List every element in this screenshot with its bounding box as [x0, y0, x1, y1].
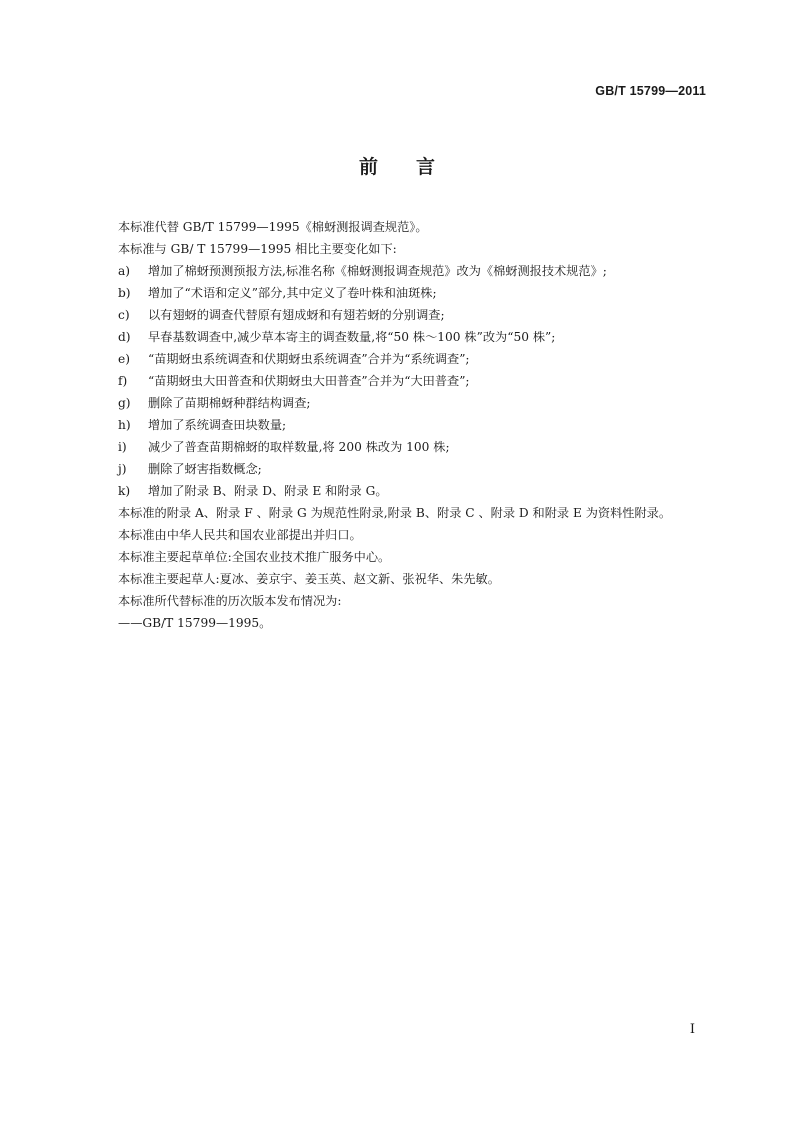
change-text: “苗期蚜虫大田普查和伏期蚜虫大田普查”合并为“大田普查”;: [148, 374, 470, 388]
change-text: 增加了“术语和定义”部分,其中定义了卷叶株和油斑株;: [148, 286, 437, 300]
title-char-2: 言: [416, 156, 436, 178]
change-text: 增加了附录 B、附录 D、附录 E 和附录 G。: [148, 484, 388, 498]
history-note: 本标准所代替标准的历次版本发布情况为:: [118, 594, 342, 608]
change-text: 早春基数调查中,减少草本寄主的调查数量,将“50 株～100 株”改为“50 株”;: [148, 330, 556, 344]
change-item: [118, 304, 718, 326]
change-item: [118, 260, 718, 282]
change-text: 减少了普查苗期棉蚜的取样数量,将 200 株改为 100 株;: [148, 440, 450, 454]
appendix-note: 本标准的附录 A、附录 F 、附录 G 为规范性附录,附录 B、附录 C 、附录 D 和附录 E 为资料性附录。: [118, 506, 672, 520]
change-text: 以有翅蚜的调查代替原有翅成蚜和有翅若蚜的分别调查;: [148, 308, 445, 322]
change-marker: g): [118, 396, 131, 410]
change-marker: e): [118, 352, 130, 366]
drafting-unit-note: 本标准主要起草单位:全国农业技术推广服务中心。: [118, 550, 391, 564]
change-item: [118, 326, 718, 348]
change-item: [118, 282, 718, 304]
change-text: “苗期蚜虫系统调查和伏期蚜虫系统调查”合并为“系统调查”;: [148, 352, 470, 366]
change-item: [118, 458, 718, 480]
change-text: 增加了棉蚜预测预报方法,标准名称《棉蚜测报调查规范》改为《棉蚜测报技术规范》;: [148, 264, 607, 278]
change-text: 增加了系统调查田块数量;: [148, 418, 287, 432]
change-item: [118, 480, 718, 502]
change-marker: f): [118, 374, 128, 388]
drafters-note: 本标准主要起草人:夏冰、姜京宇、姜玉英、赵文新、张祝华、朱先敏。: [118, 572, 500, 586]
page-number: I: [689, 1022, 695, 1037]
change-marker: d): [118, 330, 131, 344]
change-item: [118, 392, 718, 414]
foreword-body: [118, 216, 718, 634]
page-title: [0, 152, 794, 179]
change-text: 删除了苗期棉蚜种群结构调查;: [148, 396, 311, 410]
change-marker: b): [118, 286, 131, 300]
intro-line: 本标准代替 GB/T 15799—1995《棉蚜测报调查规范》。: [118, 220, 428, 234]
history-item: ——GB/T 15799—1995。: [118, 616, 272, 630]
change-marker: a): [118, 264, 131, 278]
change-marker: k): [118, 484, 131, 498]
intro-line: 本标准与 GB/ T 15799—1995 相比主要变化如下:: [118, 242, 397, 256]
change-item: [118, 414, 718, 436]
change-marker: j): [118, 462, 127, 476]
change-marker: c): [118, 308, 130, 322]
change-item: [118, 348, 718, 370]
change-item: [118, 370, 718, 392]
change-text: 删除了蚜害指数概念;: [148, 462, 262, 476]
change-marker: h): [118, 418, 131, 432]
change-item: [118, 436, 718, 458]
change-marker: i): [118, 440, 127, 454]
title-char-1: 前: [358, 156, 378, 178]
proposer-note: 本标准由中华人民共和国农业部提出并归口。: [118, 528, 362, 542]
standard-code: GB/T 15799—2011: [595, 84, 706, 98]
